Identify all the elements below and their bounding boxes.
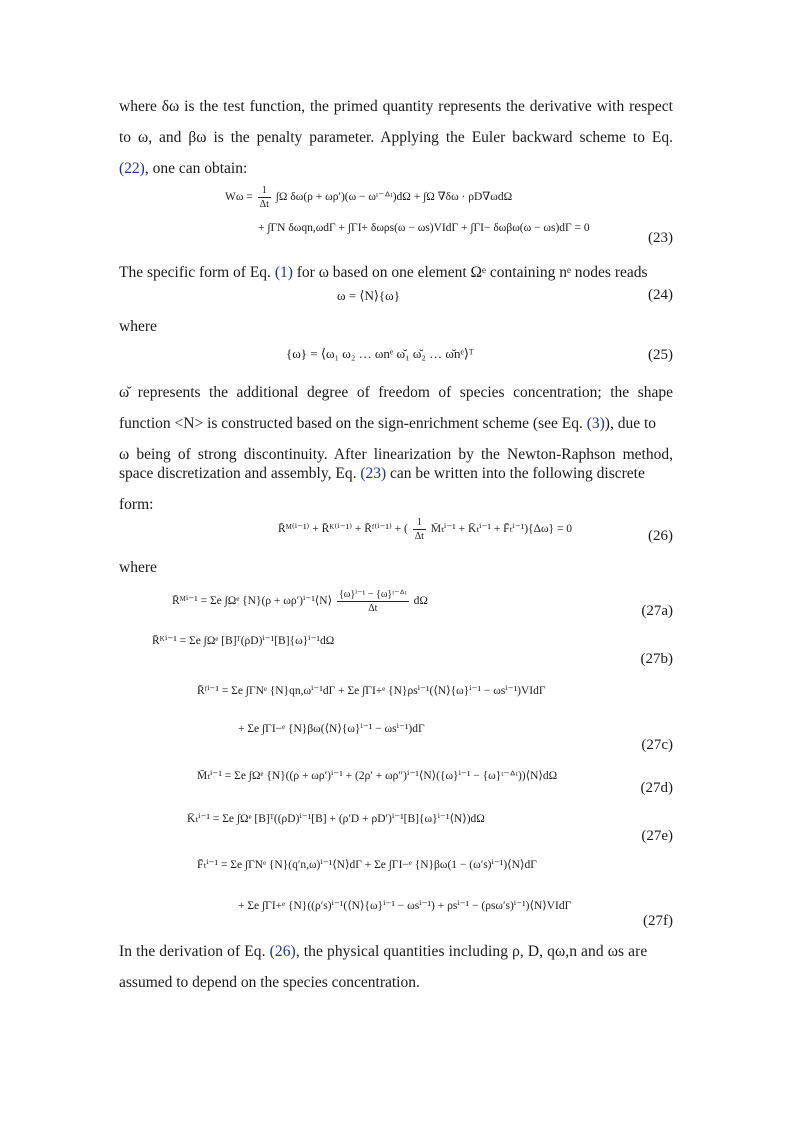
equation-27c-line-1: R̄ᶠⁱ⁻¹ = Σe ∫ΓNᵉ {N}qn,ωⁱ⁻¹dΓ + Σe ∫ΓI+ᵉ {N}ρsⁱ⁻¹(⟨N⟩{ω}ⁱ⁻¹ − ωsⁱ⁻¹)VIdΓ (197, 685, 546, 697)
text-run: assumed to depend on the species concentration. (119, 974, 420, 991)
paragraph-line (119, 122, 673, 153)
equation-part: M̄ₜⁱ⁻¹ + K̄ₜⁱ⁻¹ + F̄ₜⁱ⁻¹){Δω} = 0 (430, 523, 573, 536)
equation-rhs: ∫Ω δω(ρ + ωρ′)(ω − ωᵗ⁻ᐞᵗ)dΩ + ∫Ω ∇δω · ρD∇ωdΩ (275, 191, 513, 204)
fraction-numerator: {ω}ⁱ⁻¹ − {ω}ᵗ⁻ᐞᵗ (338, 589, 407, 600)
equation-text: + ∫ΓN δωqn,ωdΓ + ∫ΓI+ δωρs(ω − ωs)VIdΓ + ∫ΓI− δωβω(ω − ωs)dΓ = 0 (258, 222, 590, 234)
paragraph-line (119, 153, 673, 184)
equation-number-23: (23) (648, 230, 673, 246)
text-run: , one can obtain: (144, 160, 248, 177)
text-run: can be written into the following discrete (386, 465, 645, 482)
equation-number-27d: (27d) (640, 780, 673, 796)
equation-26 (278, 516, 572, 543)
fraction-numerator: 1 (258, 184, 271, 198)
text-run: The specific form of Eq. (119, 264, 275, 281)
equation-27b: R̄ᴷⁱ⁻¹ = Σe ∫Ωᵉ [B]ᵀ(ρD)ⁱ⁻¹[B]{ω}ⁱ⁻¹dΩ (152, 635, 335, 647)
equation-number-25: (25) (648, 347, 673, 363)
fraction-denominator: Δt (368, 603, 378, 614)
equation-23-line-1 (225, 184, 512, 211)
equation-reference-link[interactable]: (26) (269, 943, 296, 960)
text-run: ω being of strong discontinuity. After linearization by the Newton-Raphson method, (119, 446, 673, 463)
text-run: function <N> is constructed based on the sign-enrichment scheme (see Eq. (119, 415, 587, 432)
fraction-denominator: Δt (414, 531, 424, 542)
text-run: where δω is the test function, the primed quantity represents the derivative with respect (119, 98, 673, 115)
fraction (337, 588, 409, 615)
equation-part: dΩ (413, 595, 428, 608)
paragraph-line (119, 311, 673, 342)
fraction-denominator: Δt (259, 199, 269, 210)
equation-part: R̄ᴹ⁽ⁱ⁻¹⁾ + R̄ᴷ⁽ⁱ⁻¹⁾ + R̄ᶠ⁽ⁱ⁻¹⁾ + ( (278, 523, 408, 536)
text-run: where (119, 318, 157, 335)
equation-27f-line-1: F̄ₜⁱ⁻¹ = Σe ∫ΓNᵉ {N}(q′n,ω)ⁱ⁻¹⟨N⟩dΓ + Σe ∫ΓI−ᵉ {N}βω(1 − (ω′s)ⁱ⁻¹)⟨N⟩dΓ (197, 859, 537, 871)
fraction-numerator: 1 (413, 516, 426, 530)
equation-reference-link[interactable]: (3) (586, 415, 605, 432)
equation-27f-line-2: + Σe ∫ΓI+ᵉ {N}((ρ′s)ⁱ⁻¹(⟨N⟩{ω}ⁱ⁻¹ − ωsⁱ⁻¹) + ρsⁱ⁻¹ − (ρsω′s)ⁱ⁻¹)⟨N⟩VIdΓ (238, 900, 572, 912)
equation-lhs: Wω = (225, 191, 253, 204)
equation-number-27a: (27a) (641, 603, 673, 619)
paragraph-line (119, 967, 673, 998)
equation-25: {ω} = ⟨ω₁ ω₂ … ωnᵉ ω̆₁ ω̆₂ … ω̆nᵉ⟩ᵀ (286, 346, 474, 361)
equation-27a (172, 588, 428, 615)
equation-reference-link[interactable]: (1) (274, 264, 293, 281)
equation-part: R̄ᴹⁱ⁻¹ = Σe ∫Ωᵉ {N}(ρ + ωρ′)ⁱ⁻¹⟨N⟩ (172, 595, 333, 608)
text-run: , the physical quantities including ρ, D, qω,n and ωs are (295, 943, 648, 960)
text-run: ), due to (604, 415, 657, 432)
equation-number-27b: (27b) (640, 651, 673, 667)
equation-number-27c: (27c) (641, 737, 673, 753)
equation-27c-line-2: + Σe ∫ΓI−ᵉ {N}βω(⟨N⟩{ω}ⁱ⁻¹ − ωsⁱ⁻¹)dΓ (238, 723, 425, 735)
paragraph-line (119, 552, 673, 583)
text-run: space discretization and assembly, Eq. (119, 465, 361, 482)
paragraph-line (119, 936, 673, 967)
paragraph-line (119, 91, 673, 122)
equation-number-24: (24) (648, 287, 673, 303)
equation-number-26: (26) (648, 528, 673, 544)
text-run: where (119, 559, 157, 576)
equation-number-27e: (27e) (641, 828, 673, 844)
text-run: to ω, and βω is the penalty parameter. Applying the Euler backward scheme to Eq. (119, 129, 673, 146)
text-run: ω̆ represents the additional degree of freedom of species concentration; the shape (119, 384, 673, 401)
fraction (258, 184, 271, 211)
text-run: form: (119, 496, 154, 513)
paragraph-line (119, 458, 673, 489)
equation-24: ω = ⟨N⟩{ω} (337, 288, 400, 303)
text-run: In the derivation of Eq. (119, 943, 270, 960)
equation-number-27f: (27f) (643, 913, 673, 929)
paragraph-line (119, 377, 673, 408)
equation-27e: K̄ₜⁱ⁻¹ = Σe ∫Ωᵉ [B]ᵀ((ρD)ⁱ⁻¹[B] + (ρ′D + ρD′)ⁱ⁻¹[B]{ω}ⁱ⁻¹⟨N⟩)dΩ (187, 813, 485, 825)
equation-reference-link[interactable]: (22) (119, 160, 145, 177)
equation-27d: M̄ₜⁱ⁻¹ = Σe ∫Ωᵉ {N}((ρ + ωρ′)ⁱ⁻¹ + (2ρ′ + ωρ″)ⁱ⁻¹⟨N⟩({ω}ⁱ⁻¹ − {ω}ᵗ⁻ᐞᵗ))⟨N⟩dΩ (197, 770, 558, 782)
equation-reference-link[interactable]: (23) (360, 465, 387, 482)
fraction (413, 516, 426, 543)
paragraph-line (119, 408, 673, 439)
text-run: for ω based on one element Ωᵉ containing nᵉ nodes reads (292, 264, 648, 281)
paragraph-line (119, 257, 673, 288)
equation-23-line-2 (258, 220, 590, 236)
